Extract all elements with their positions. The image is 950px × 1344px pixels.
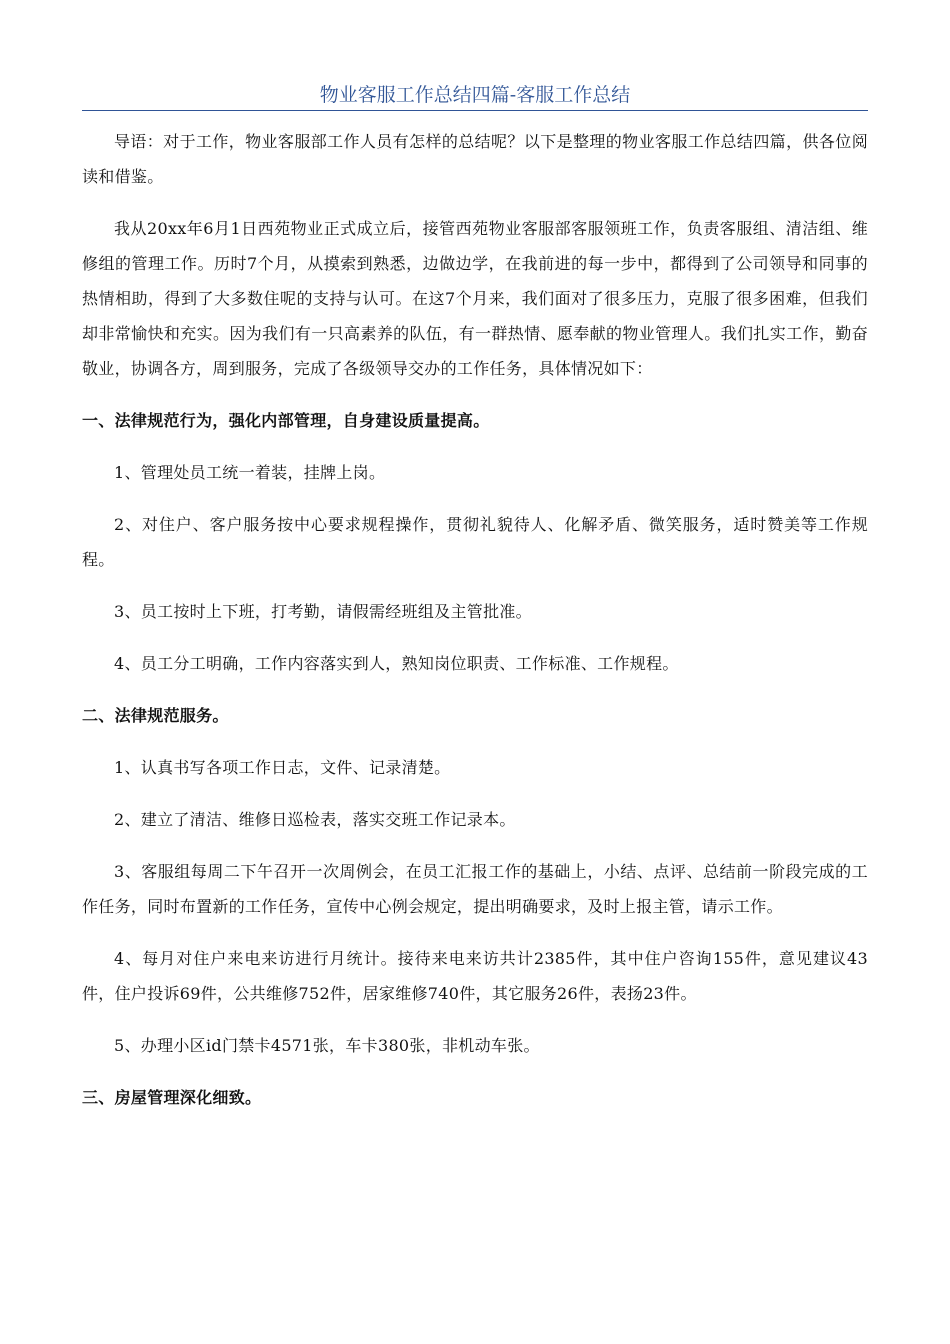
list-item: 2、对住户、客户服务按中心要求规程操作，贯彻礼貌待人、化解矛盾、微笑服务，适时赞美等工作规程。 <box>82 515 868 569</box>
document-title: 物业客服工作总结四篇-客服工作总结 <box>319 84 631 106</box>
intro-paragraph: 导语：对于工作，物业客服部工作人员有怎样的总结呢？以下是整理的物业客服工作总结四篇，供各位阅读和借鉴。 <box>82 132 868 186</box>
section-heading: 二、法律规范服务。 <box>82 706 229 725</box>
section-heading: 一、法律规范行为，强化内部管理，自身建设质量提高。 <box>82 411 490 430</box>
document-header <box>82 80 868 111</box>
list-item: 1、管理处员工统一着装，挂牌上岗。 <box>114 463 386 482</box>
list-item: 2、建立了清洁、维修日巡检表，落实交班工作记录本。 <box>114 810 516 829</box>
document-body <box>82 124 868 1115</box>
list-item: 3、客服组每周二下午召开一次周例会，在员工汇报工作的基础上，小结、点评、总结前一阶段完成的工作任务，同时布置新的工作任务，宣传中心例会规定，提出明确要求，及时上报主管，请示工作。 <box>82 862 868 916</box>
body-paragraph: 我从20xx年6月1日西苑物业正式成立后，接管西苑物业客服部客服领班工作，负责客服组、清洁组、维修组的管理工作。历时7个月，从摸索到熟悉，边做边学，在我前进的每一步中，都得到了公司领导和同事的热情相助，得到了大多数住呢的支持与认可。在这7个月来，我们面对了很多压力，克服了很多困难，但我们却非常愉快和充实。因为我们有一只高素养的队伍，有一群热情、愿奉献的物业管理人。我们扎实工作，勤奋敬业，协调各方，周到服务，完成了各级领导交办的工作任务，具体情况如下： <box>82 219 868 378</box>
list-item: 4、员工分工明确，工作内容落实到人，熟知岗位职责、工作标准、工作规程。 <box>114 654 679 673</box>
list-item: 5、办理小区id门禁卡4571张，车卡380张，非机动车张。 <box>114 1036 540 1055</box>
list-item: 1、认真书写各项工作日志，文件、记录清楚。 <box>114 758 451 777</box>
list-item: 4、每月对住户来电来访进行月统计。接待来电来访共计2385件，其中住户咨询155件，意见建议43件，住户投诉69件，公共维修752件，居家维修740件，其它服务26件，表扬23件。 <box>82 949 868 1003</box>
section-heading: 三、房屋管理深化细致。 <box>82 1088 262 1107</box>
list-item: 3、员工按时上下班，打考勤，请假需经班组及主管批准。 <box>114 602 532 621</box>
